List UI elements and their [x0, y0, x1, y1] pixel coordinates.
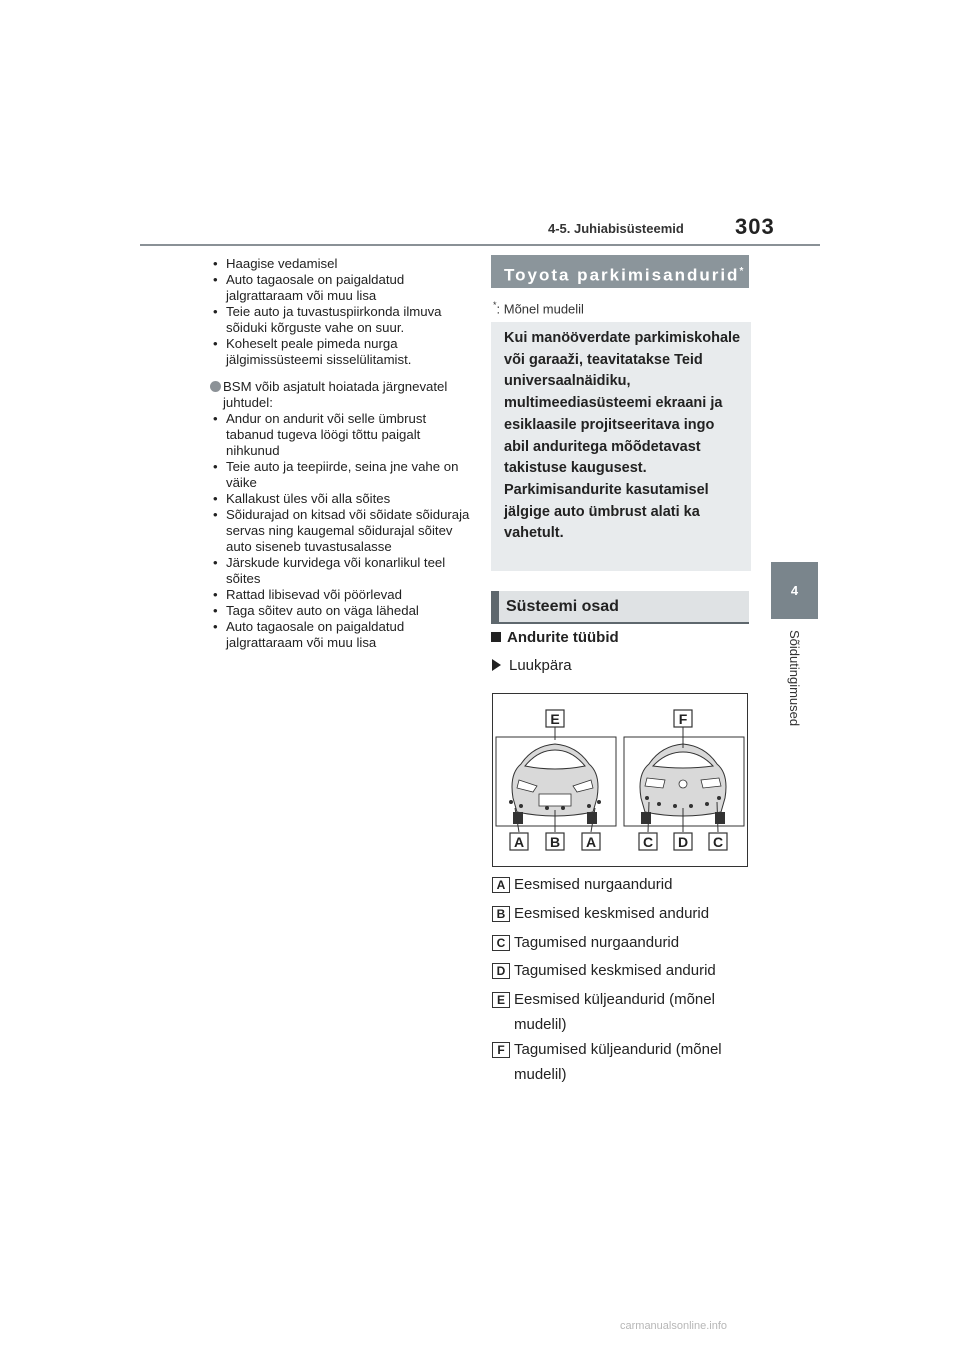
legend-item-f	[492, 1037, 752, 1087]
list-item: • Auto tagaosale on paigaldatud jalgrattaraam või muu lisa	[210, 272, 472, 304]
legend-item-b	[492, 901, 752, 926]
banner-asterisk: *	[739, 266, 744, 277]
list-item: • Järskude kurvidega või konarlikul teel sõites	[210, 555, 472, 587]
legend-item-e	[492, 987, 752, 1037]
bullet-list-1	[210, 256, 472, 368]
list-item: • Koheselt peale pimeda nurga jälgimissüsteemi sisselülitamist.	[210, 336, 472, 368]
chapter-tab: 4	[771, 562, 818, 619]
info-box: Kui manööverdate parkimiskohale või garaaži, teavitatakse Teid universaalnäidiku, multimeediasüsteemi ekraani ja esiklaasile projitseeritava ingo abil anduritega mõõdetavast takistuse kaugusest. Parkimisandurite kasutamisel jälgige auto ümbrust alati ka vahetult.	[491, 322, 751, 571]
list-item: • Andur on andurit või selle ümbrust tabanud tugeva löögi tõttu paigalt nihkunud	[210, 411, 472, 459]
legend-letter: A	[492, 877, 510, 893]
legend-letter: B	[492, 906, 510, 922]
legend-letter: D	[492, 963, 510, 979]
legend-letter: E	[492, 992, 510, 1008]
sensor-diagram	[492, 693, 748, 867]
legend-text: Eesmised küljeandurid (mõnel mudelil)	[514, 991, 715, 1033]
list-item: • Taga sõitev auto on väga lähedal	[210, 603, 472, 619]
footnote-text: : Mõnel mudelil	[496, 301, 584, 317]
legend-text: Eesmised keskmised andurid	[514, 905, 710, 922]
legend-text: Tagumised küljeandurid (mõnel mudelil)	[514, 1041, 722, 1083]
legend-text: Tagumised keskmised andurid	[514, 962, 716, 979]
system-parts-header: Süsteemi osad	[491, 591, 749, 624]
list-item: • Rattad libisevad või pöörlevad	[210, 587, 472, 603]
legend-text: Eesmised nurgaandurid	[514, 876, 673, 893]
page-number: 303	[735, 214, 775, 239]
fig-label-b: B	[549, 834, 561, 850]
fig-label-f: F	[678, 711, 688, 727]
header-rule	[140, 244, 820, 246]
fig-label-a-left: A	[513, 834, 525, 850]
left-column	[210, 256, 472, 651]
sensor-types-heading-text: Andurite tüübid	[507, 629, 619, 646]
chapter-title-text: Sõidutingimused	[787, 630, 802, 727]
list-item: • Auto tagaosale on paigaldatud jalgrattaraam või muu lisa	[210, 619, 472, 651]
list-item: • Kallakust üles või alla sõites	[210, 491, 472, 507]
circle-bullet-icon	[210, 381, 221, 392]
note-text: BSM võib asjatult hoiatada järgnevatel juhtudel:	[223, 379, 448, 410]
legend-letter: F	[492, 1042, 510, 1058]
front-car-illustration	[496, 726, 616, 832]
square-bullet-icon	[491, 632, 501, 642]
banner-title: Toyota parkimisandurid	[504, 265, 740, 285]
footnote-asterisk: *	[493, 300, 497, 310]
legend-letter: C	[492, 935, 510, 951]
fig-label-c-right: C	[712, 834, 724, 850]
watermark: carmanualsonline.info	[620, 1320, 728, 1332]
list-item: • Haagise vedamisel	[210, 256, 472, 272]
sensor-types-heading	[491, 629, 619, 646]
section-title: 4-5. Juhiabisüsteemid	[548, 221, 684, 236]
triangle-bullet-icon	[492, 659, 501, 671]
list-item: • Sõidurajad on kitsad või sõidate sõiduraja servas ning kaugemal sõidurajal sõitev auto siseneb tuvastusalasse	[210, 507, 472, 555]
legend-item-a	[492, 872, 752, 897]
legend-item-c	[492, 930, 752, 955]
legend-item-d	[492, 958, 752, 983]
sensor-diagram-svg	[493, 694, 747, 866]
fig-label-d: D	[677, 834, 689, 850]
bullet-list-2	[210, 411, 472, 651]
fig-label-a-right: A	[585, 834, 597, 850]
legend-text: Tagumised nurgaandurid	[514, 934, 680, 951]
rear-car-illustration	[624, 726, 744, 832]
fig-label-e: E	[550, 711, 560, 727]
note-paragraph	[210, 379, 472, 411]
hatchback-heading	[492, 657, 572, 674]
fig-label-c-left: C	[642, 834, 654, 850]
list-item: • Teie auto ja teepiirde, seina jne vahe on väike	[210, 459, 472, 491]
hatchback-heading-text: Luukpära	[509, 657, 572, 674]
chapter-title	[776, 630, 806, 750]
section-banner	[491, 255, 749, 288]
footnote	[493, 300, 584, 316]
list-item: • Teie auto ja tuvastuspiirkonda ilmuva sõiduki kõrguste vahe on suur.	[210, 304, 472, 336]
